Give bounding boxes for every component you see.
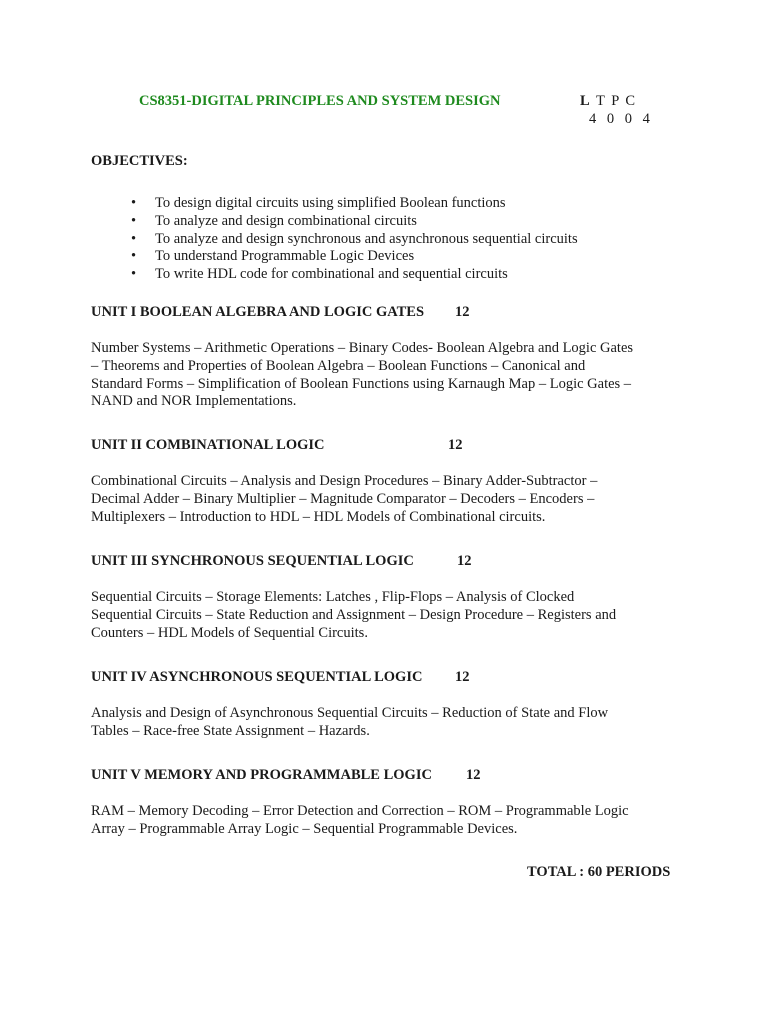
course-title: CS8351-DIGITAL PRINCIPLES AND SYSTEM DESIGN xyxy=(139,93,501,109)
objective-item: • To analyze and design synchronous and asynchronous sequential circuits xyxy=(131,230,578,248)
unit-title: UNIT II COMBINATIONAL LOGIC xyxy=(91,437,325,453)
unit-description-line: Combinational Circuits – Analysis and Design Procedures – Binary Adder-Subtractor – xyxy=(91,473,598,489)
ltpc-rest: T P C xyxy=(591,93,637,109)
objective-item: • To design digital circuits using simplified Boolean functions xyxy=(131,194,578,212)
unit-description-line: NAND and NOR Implementations. xyxy=(91,393,297,410)
unit-title: UNIT IV ASYNCHRONOUS SEQUENTIAL LOGIC xyxy=(91,669,423,685)
objectives-list xyxy=(131,194,578,283)
unit-heading xyxy=(91,303,470,321)
unit-hours: 12 xyxy=(455,669,470,685)
objective-item: • To understand Programmable Logic Devices xyxy=(131,247,578,265)
unit-description-line: Array – Programmable Array Logic – Sequential Programmable Devices. xyxy=(91,820,518,837)
objective-item: • To write HDL code for combinational and sequential circuits xyxy=(131,265,578,283)
unit-heading xyxy=(91,436,463,454)
unit-description-line: Tables – Race-free State Assignment – Hazards. xyxy=(91,722,370,739)
unit-hours: 12 xyxy=(457,553,472,569)
unit-description-line: RAM – Memory Decoding – Error Detection and Correction – ROM – Programmable Logic xyxy=(91,803,629,819)
total-periods: TOTAL : 60 PERIODS xyxy=(527,864,671,880)
unit-heading xyxy=(91,552,472,570)
ltpc-l: L xyxy=(580,93,592,109)
unit-description-line: Multiplexers – Introduction to HDL – HDL Models of Combinational circuits. xyxy=(91,508,546,525)
unit-description xyxy=(91,705,671,741)
unit-hours: 12 xyxy=(466,767,481,783)
unit-description-line: Sequential Circuits – State Reduction and Assignment – Design Procedure – Registers and xyxy=(91,606,617,623)
unit-heading xyxy=(91,668,470,686)
unit-description-line: Counters – HDL Models of Sequential Circuits. xyxy=(91,624,368,641)
unit-description xyxy=(91,340,671,411)
ltpc-label xyxy=(580,92,637,110)
unit-description-line: Number Systems – Arithmetic Operations – Binary Codes- Boolean Algebra and Logic Gates xyxy=(91,340,634,356)
unit-title: UNIT III SYNCHRONOUS SEQUENTIAL LOGIC xyxy=(91,553,414,569)
unit-hours: 12 xyxy=(455,304,470,320)
unit-hours: 12 xyxy=(448,437,463,453)
unit-title: UNIT V MEMORY AND PROGRAMMABLE LOGIC xyxy=(91,767,432,783)
unit-description-line: Decimal Adder – Binary Multiplier – Magnitude Comparator – Decoders – Encoders – xyxy=(91,490,595,507)
unit-description-line: Analysis and Design of Asynchronous Sequential Circuits – Reduction of State and Flow xyxy=(91,705,609,721)
unit-description xyxy=(91,589,671,642)
unit-description xyxy=(91,803,671,839)
unit-description-line: – Theorems and Properties of Boolean Algebra – Boolean Functions – Canonical and xyxy=(91,357,586,374)
unit-title: UNIT I BOOLEAN ALGEBRA AND LOGIC GATES xyxy=(91,304,425,320)
unit-description-line: Standard Forms – Simplification of Boolean Functions using Karnaugh Map – Logic Gates – xyxy=(91,375,632,392)
credits-values: 4 0 0 4 xyxy=(589,111,654,127)
objectives-heading: OBJECTIVES: xyxy=(91,153,188,169)
objective-item: • To analyze and design combinational circuits xyxy=(131,212,578,230)
unit-description-line: Sequential Circuits – Storage Elements: Latches , Flip-Flops – Analysis of Clocked xyxy=(91,589,575,605)
unit-heading xyxy=(91,766,481,784)
unit-description xyxy=(91,473,671,526)
